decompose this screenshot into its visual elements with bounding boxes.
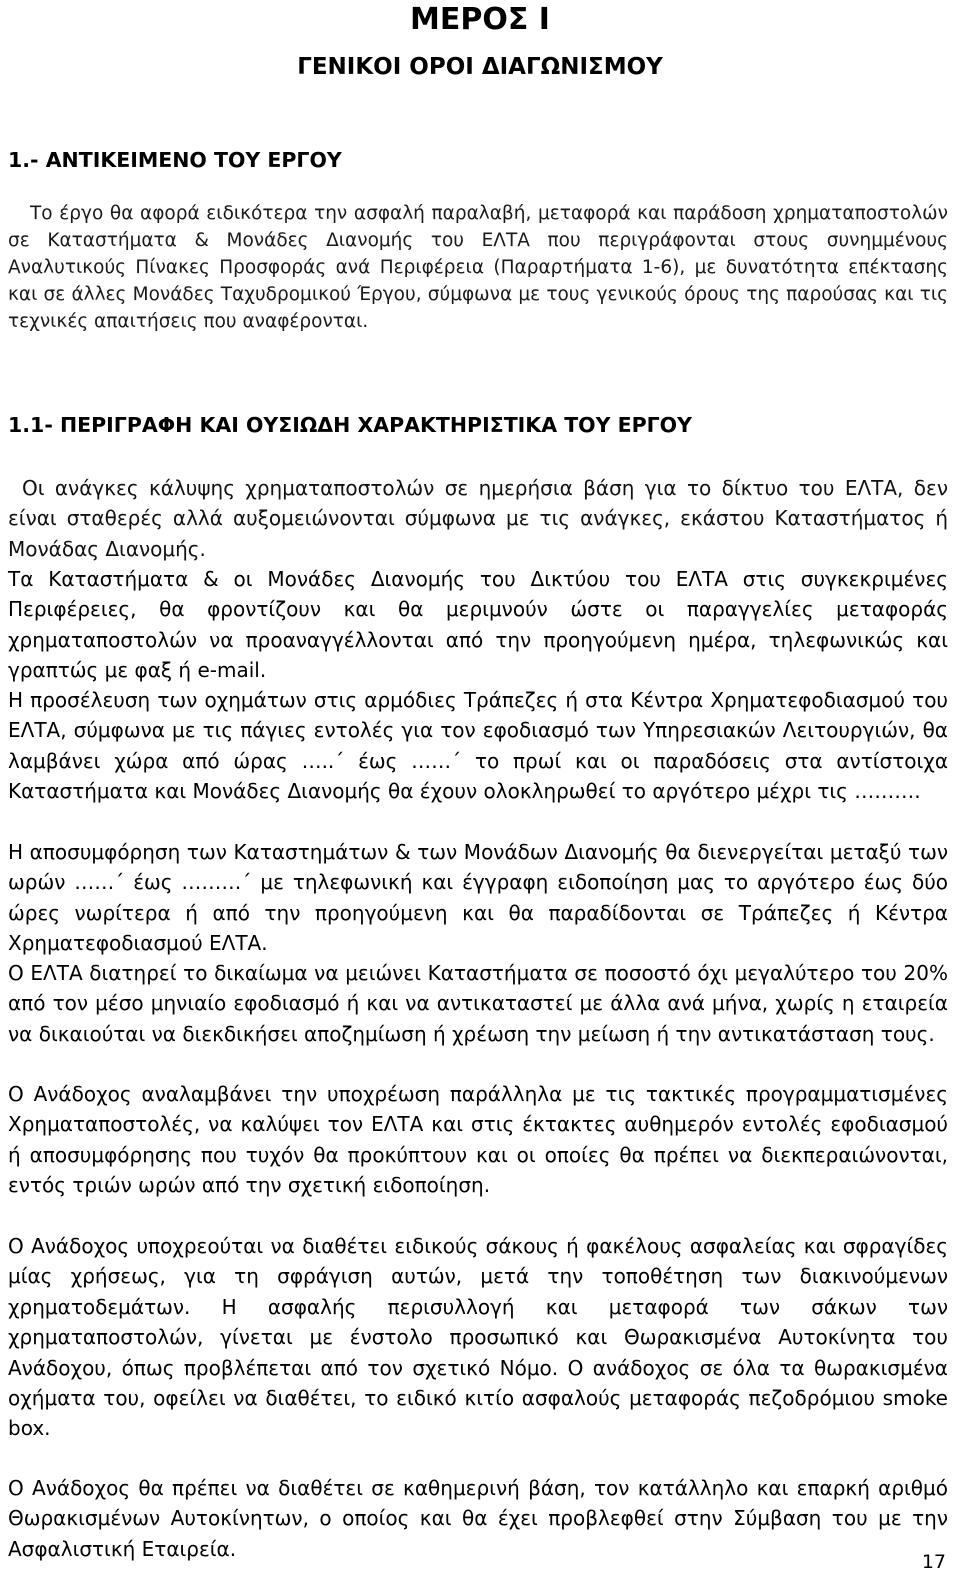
body-paragraph: Ο Ανάδοχος θα πρέπει να διαθέτει σε καθημερινή βάση, τον κατάλληλο και επαρκή αριθμό Θωρακισμένων Αυτοκίνητων, ο οποίος και θα έχει προβλεφθεί στην Σύμβαση του με την Ασφαλιστική Εταιρεία. (8, 1476, 948, 1561)
subsection-heading: 1.1- ΠΕΡΙΓΡΑΦΗ ΚΑΙ ΟΥΣΙΩΔΗ ΧΑΡΑΚΤΗΡΙΣΤΙΚΑ ΤΟΥ ΕΡΓΟΥ (8, 413, 692, 437)
body-paragraph: Τα Καταστήματα & οι Μονάδες Διανομής του Δικτύου του ΕΛΤΑ στις συγκεκριμένες Περιφέρειες, θα φροντίζουν και θα μεριμνούν ώστε οι παραγγελίες μεταφοράς χρηματαποστολών να προαναγγέλλονται από την προηγούμενη ημέρα, τηλεφωνικώς και γραπτώς με φαξ ή e-mail. (8, 567, 948, 683)
body-paragraph: Η αποσυμφόρηση των Καταστημάτων & των Μονάδων Διανομής θα διενεργείται μεταξύ των ωρών ……΄ έως ………΄ με τηλεφωνική και έγγραφη ειδοποίηση μας το αργότερο έως δύο ώρες νωρίτερα ή από την προηγούμενη και θα παραδίδονται σε Τράπεζες ή Κέντρα Χρηματεφοδιασμού ΕΛΤΑ. (8, 840, 948, 956)
body-paragraph: Ο ΕΛΤΑ διατηρεί το δικαίωμα να μειώνει Καταστήματα σε ποσοστό όχι μεγαλύτερο του 20% από τον μέσο μηνιαίο εφοδιασμό ή και να αντικαταστεί με άλλα ανά μήνα, χωρίς η εταιρεία να δικαιούται να διεκδικήσει αποζημίωση ή χρέωση την μείωση ή την αντικατάσταση τους. (8, 961, 948, 1046)
section-heading: 1.- ΑΝΤΙΚΕΙΜΕΝΟ ΤΟΥ ΕΡΓΟΥ (8, 148, 342, 172)
main-heading: ΓΕΝΙΚΟΙ ΟΡΟΙ ΔΙΑΓΩΝΙΣΜΟΥ (297, 54, 663, 80)
body-paragraph: Η προσέλευση των οχημάτων στις αρμόδιες Τράπεζες ή στα Κέντρα Χρηματεφοδιασμού του ΕΛΤΑ, σύμφωνα με τις πάγιες εντολές για τον εφοδιασμό των Υπηρεσιακών Λειτουργιών, θα λαμβάνει χώρα από ώρας …..΄ έως ……΄ το πρωί και οι παραδόσεις στα αντίστοιχα Καταστήματα και Μονάδες Διανομής θα έχουν ολοκληρωθεί το αργότερο μέχρι τις ………. (8, 688, 948, 804)
body-paragraph: Οι ανάγκες κάλυψης χρηματαποστολών σε ημερήσια βάση για το δίκτυο του ΕΛΤΑ, δεν είναι σταθερές αλλά αυξομειώνονται σύμφωνα με τις ανάγκες, εκάστου Καταστήματος ή Μονάδας Διανομής. (8, 476, 948, 561)
page-number: 17 (921, 1551, 946, 1573)
intro-paragraph: Το έργο θα αφορά ειδικότερα την ασφαλή παραλαβή, μεταφορά και παράδοση χρηματαποστολών σε Καταστήματα & Μονάδες Διανομής του ΕΛΤΑ που περιγράφονται στους συνημμένους Αναλυτικούς Πίνακες Προσφοράς ανά Περιφέρεια (Παραρτήματα 1-6), με δυνατότητα επέκτασης και σε άλλες Μονάδες Ταχυδρομικού Έργου, σύμφωνα με τους γενικούς όρους της παρούσας και τις τεχνικές απαιτήσεις που αναφέρονται. (8, 203, 948, 332)
body-paragraph: Ο Ανάδοχος αναλαμβάνει την υποχρέωση παράλληλα με τις τακτικές προγραμματισμένες Χρηματαποστολές, να καλύψει τον ΕΛΤΑ και στις έκτακτες αυθημερόν εντολές εφοδιασμού ή αποσυμφόρησης που τυχόν θα προκύπτουν και οι οποίες θα πρέπει να διεκπεραιώνονται, εντός τριών ωρών από την σχετική ειδοποίηση. (8, 1082, 948, 1198)
part-title: ΜΕΡΟΣ Ι (410, 2, 550, 37)
body-paragraph: Ο Ανάδοχος υποχρεούται να διαθέτει ειδικούς σάκους ή φακέλους ασφαλείας και σφραγίδες μίας χρήσεως, για τη σφράγιση αυτών, μετά την τοποθέτηση των διακινούμενων χρηματοδεμάτων. Η ασφαλής περισυλλογή και μεταφορά των σάκων των χρηματαποστολών, γίνεται με ένστολο προσωπικό και Θωρακισμένα Αυτοκίνητα του Ανάδοχου, όπως προβλέπεται από τον σχετικό Νόμο. Ο ανάδοχος σε όλα τα θωρακισμένα οχήματα του, οφείλει να διαθέτει, το ειδικό κιτίο ασφαλούς μεταφοράς πεζοδρόμιου smoke box. (8, 1234, 948, 1441)
